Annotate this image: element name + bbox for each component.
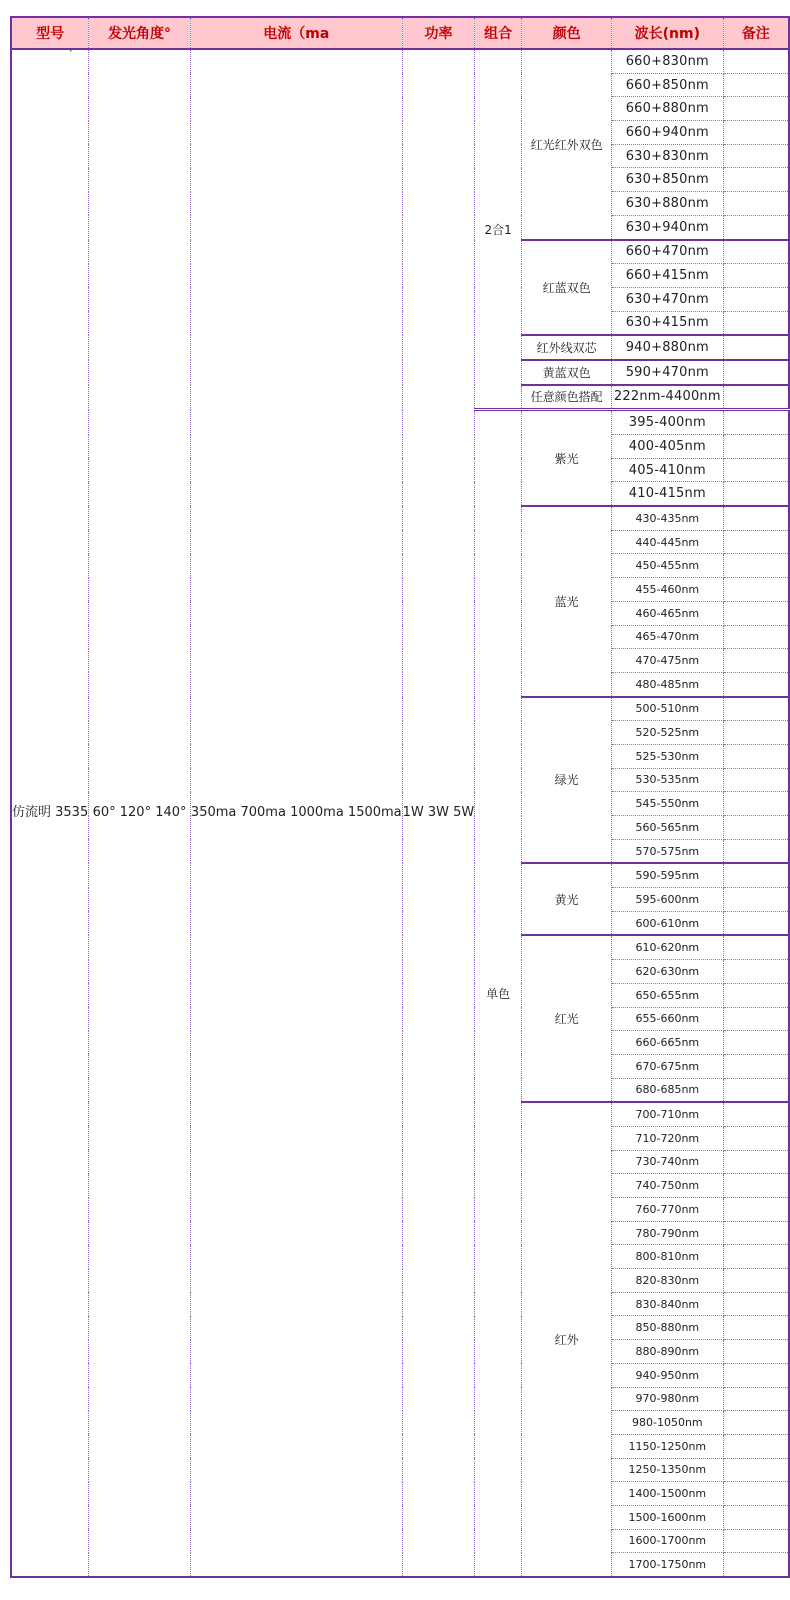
remarks-cell [723, 73, 789, 97]
color-cell: 红光红外双色 [522, 49, 612, 240]
wavelength-cell: 520-525nm [612, 721, 723, 745]
wavelength-cell: 1600-1700nm [612, 1529, 723, 1553]
remarks-cell [723, 360, 789, 385]
remarks-cell [723, 1126, 789, 1150]
wavelength-cell: 595-600nm [612, 888, 723, 912]
remarks-cell [723, 839, 789, 863]
wavelength-cell: 660+850nm [612, 73, 723, 97]
beam-angle-cell: 60° 120° 140° [89, 49, 191, 1577]
wavelength-cell: 480-485nm [612, 672, 723, 696]
current-cell: 350ma 700ma 1000ma 1500ma [190, 49, 402, 1577]
remarks-cell [723, 1198, 789, 1222]
power-cell: 1W 3W 5W [402, 49, 475, 1577]
wavelength-cell: 820-830nm [612, 1269, 723, 1293]
remarks-cell [723, 458, 789, 482]
remarks-cell [723, 935, 789, 959]
wavelength-cell: 450-455nm [612, 554, 723, 578]
wavelength-cell: 395-400nm [612, 410, 723, 435]
wavelength-cell: 525-530nm [612, 744, 723, 768]
wavelength-cell: 880-890nm [612, 1340, 723, 1364]
wavelength-cell: 740-750nm [612, 1174, 723, 1198]
remarks-cell [723, 578, 789, 602]
wavelength-cell: 470-475nm [612, 649, 723, 673]
wavelength-cell: 410-415nm [612, 482, 723, 506]
color-cell: 蓝光 [522, 506, 612, 697]
wavelength-cell: 660-665nm [612, 1031, 723, 1055]
remarks-cell [723, 649, 789, 673]
remarks-cell [723, 287, 789, 311]
remarks-cell [723, 335, 789, 360]
wavelength-cell: 630+880nm [612, 192, 723, 216]
wavelength-cell: 455-460nm [612, 578, 723, 602]
header-row [11, 17, 789, 49]
wavelength-cell: 500-510nm [612, 697, 723, 721]
remarks-cell [723, 1458, 789, 1482]
remarks-cell [723, 49, 789, 73]
color-cell: 任意颜色搭配 [522, 385, 612, 410]
remarks-cell [723, 144, 789, 168]
remarks-cell [723, 960, 789, 984]
wavelength-cell: 670-675nm [612, 1054, 723, 1078]
remarks-cell [723, 1150, 789, 1174]
wavelength-cell: 440-445nm [612, 530, 723, 554]
remarks-cell [723, 1078, 789, 1102]
wavelength-cell: 760-770nm [612, 1198, 723, 1222]
remarks-cell [723, 1363, 789, 1387]
remarks-cell [723, 983, 789, 1007]
wavelength-cell: 222nm-4400nm [612, 385, 723, 410]
remarks-cell [723, 554, 789, 578]
remarks-cell [723, 1054, 789, 1078]
remarks-cell [723, 506, 789, 530]
remarks-cell [723, 482, 789, 506]
wavelength-cell: 980-1050nm [612, 1411, 723, 1435]
remarks-cell [723, 1387, 789, 1411]
color-cell: 红蓝双色 [522, 240, 612, 336]
wavelength-cell: 630+470nm [612, 287, 723, 311]
table-row [11, 49, 789, 73]
wavelength-cell: 650-655nm [612, 983, 723, 1007]
remarks-cell [723, 744, 789, 768]
color-cell: 红外线双芯 [522, 335, 612, 360]
remarks-cell [723, 768, 789, 792]
wavelength-spec-table [10, 16, 790, 1578]
wavelength-cell: 600-610nm [612, 911, 723, 935]
color-cell: 黄蓝双色 [522, 360, 612, 385]
wavelength-cell: 970-980nm [612, 1387, 723, 1411]
header-color: 颜色 [522, 17, 612, 49]
remarks-cell [723, 1031, 789, 1055]
remarks-cell [723, 530, 789, 554]
remarks-cell [723, 1434, 789, 1458]
remarks-cell [723, 721, 789, 745]
wavelength-cell: 1150-1250nm [612, 1434, 723, 1458]
remarks-cell [723, 1102, 789, 1126]
remarks-cell [723, 1007, 789, 1031]
wavelength-cell: 630+940nm [612, 215, 723, 239]
wavelength-cell: 1500-1600nm [612, 1505, 723, 1529]
remarks-cell [723, 1340, 789, 1364]
wavelength-cell: 780-790nm [612, 1221, 723, 1245]
remarks-cell [723, 1269, 789, 1293]
remarks-cell [723, 672, 789, 696]
remarks-cell [723, 311, 789, 335]
wavelength-cell: 590+470nm [612, 360, 723, 385]
wavelength-cell: 940-950nm [612, 1363, 723, 1387]
remarks-cell [723, 601, 789, 625]
wavelength-cell: 830-840nm [612, 1292, 723, 1316]
wavelength-cell: 940+880nm [612, 335, 723, 360]
wavelength-cell: 530-535nm [612, 768, 723, 792]
wavelength-cell: 655-660nm [612, 1007, 723, 1031]
wavelength-cell: 560-565nm [612, 816, 723, 840]
header-power: 功率 [402, 17, 475, 49]
wavelength-cell: 460-465nm [612, 601, 723, 625]
remarks-cell [723, 435, 789, 459]
remarks-cell [723, 792, 789, 816]
wavelength-cell: 710-720nm [612, 1126, 723, 1150]
wavelength-cell: 680-685nm [612, 1078, 723, 1102]
combination-cell: 2合1 [475, 49, 522, 410]
wavelength-cell: 610-620nm [612, 935, 723, 959]
remarks-cell [723, 697, 789, 721]
remarks-cell [723, 1245, 789, 1269]
remarks-cell [723, 625, 789, 649]
model-cell: 仿流明 3535 [11, 49, 89, 1577]
remarks-cell [723, 1292, 789, 1316]
remarks-cell [723, 1553, 789, 1577]
remarks-cell [723, 240, 789, 264]
wavelength-cell: 1700-1750nm [612, 1553, 723, 1577]
wavelength-cell: 660+880nm [612, 97, 723, 121]
wavelength-cell: 630+415nm [612, 311, 723, 335]
wavelength-cell: 730-740nm [612, 1150, 723, 1174]
remarks-cell [723, 1174, 789, 1198]
wavelength-cell: 850-880nm [612, 1316, 723, 1340]
remarks-cell [723, 1316, 789, 1340]
wavelength-cell: 430-435nm [612, 506, 723, 530]
wavelength-cell: 800-810nm [612, 1245, 723, 1269]
remarks-cell [723, 264, 789, 288]
wavelength-cell: 545-550nm [612, 792, 723, 816]
wavelength-cell: 660+470nm [612, 240, 723, 264]
wavelength-cell: 620-630nm [612, 960, 723, 984]
wavelength-cell: 660+415nm [612, 264, 723, 288]
color-cell: 红光 [522, 935, 612, 1102]
remarks-cell [723, 410, 789, 435]
header-wavelength: 波长(nm) [612, 17, 723, 49]
header-beam-angle: 发光角度° [89, 17, 191, 49]
color-cell: 紫光 [522, 410, 612, 506]
remarks-cell [723, 1221, 789, 1245]
wavelength-cell: 630+830nm [612, 144, 723, 168]
remarks-cell [723, 1411, 789, 1435]
header-remarks: 备注 [723, 17, 789, 49]
header-model: 型号 [11, 17, 89, 49]
wavelength-cell: 465-470nm [612, 625, 723, 649]
wavelength-cell: 400-405nm [612, 435, 723, 459]
color-cell: 黄光 [522, 863, 612, 935]
remarks-cell [723, 215, 789, 239]
wavelength-cell: 570-575nm [612, 839, 723, 863]
remarks-cell [723, 192, 789, 216]
header-current: 电流（ma [190, 17, 402, 49]
remarks-cell [723, 97, 789, 121]
wavelength-cell: 630+850nm [612, 168, 723, 192]
combination-cell: 单色 [475, 410, 522, 1577]
remarks-cell [723, 816, 789, 840]
remarks-cell [723, 121, 789, 145]
remarks-cell [723, 888, 789, 912]
wavelength-cell: 660+940nm [612, 121, 723, 145]
remarks-cell [723, 1529, 789, 1553]
wavelength-cell: 590-595nm [612, 863, 723, 887]
remarks-cell [723, 863, 789, 887]
wavelength-cell: 1400-1500nm [612, 1482, 723, 1506]
color-cell: 绿光 [522, 697, 612, 864]
header-combination: 组合 [475, 17, 522, 49]
wavelength-cell: 660+830nm [612, 49, 723, 73]
remarks-cell [723, 911, 789, 935]
wavelength-cell: 405-410nm [612, 458, 723, 482]
remarks-cell [723, 1505, 789, 1529]
wavelength-cell: 700-710nm [612, 1102, 723, 1126]
remarks-cell [723, 1482, 789, 1506]
wavelength-cell: 1250-1350nm [612, 1458, 723, 1482]
remarks-cell [723, 385, 789, 410]
color-cell: 红外 [522, 1102, 612, 1577]
remarks-cell [723, 168, 789, 192]
